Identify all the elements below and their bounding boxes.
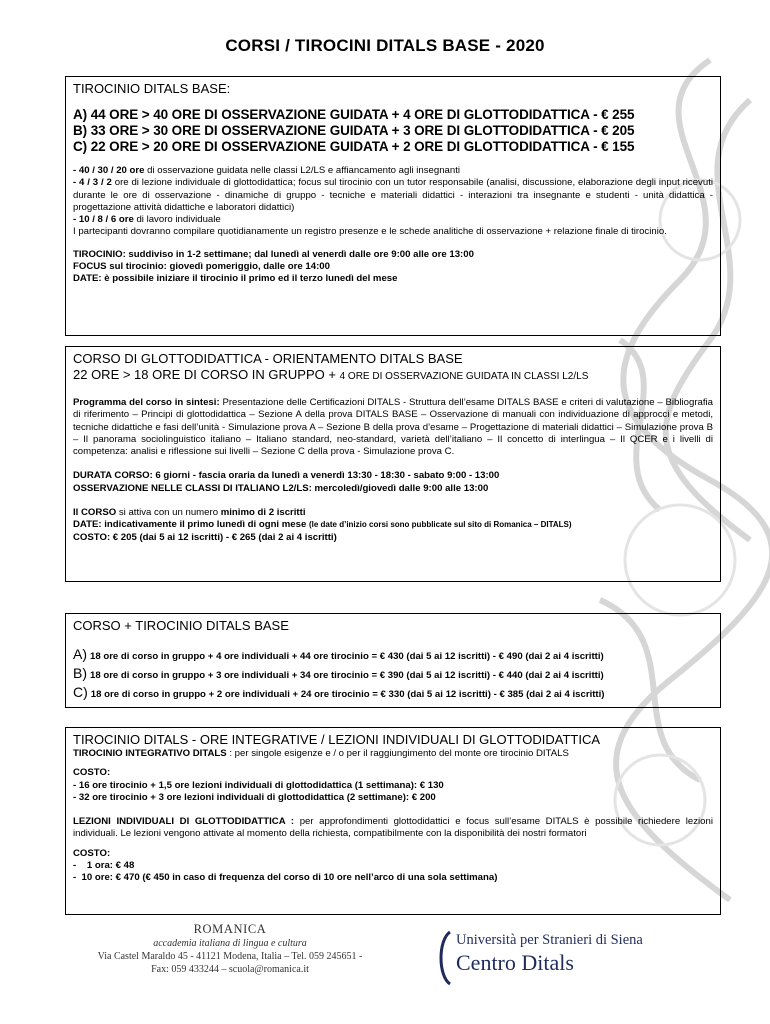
ore-integrative-heading: TIROCINIO DITALS - ORE INTEGRATIVE / LEZIONI INDIVIDUALI DI GLOTTODIDATTICA [73,732,601,747]
minimum-enrollment: Il CORSO si attiva con un numero minimo di 2 iscritti [73,507,306,519]
program-summary: Programma del corso in sintesi: Presentazione delle Certificazioni DITALS - Struttura dell’esame DITALS BASE e criteri di valutazione – Bibliografia di riferimento – Principi di glottodidattica – Sezione A della prova DITALS BASE – Osservazione di manuali con individuazione di approcci e metodi, tecniche didattiche e fasi dell’unità - Simulazione prova A – Sezione B della prova d’esame – Progettazione di materiali didattici – Simulazione prova B – Il panorama sociolinguistico italiano – Italiano standard, neo-standard, varietà dell’italiano – Il concetto di interlingua – Il QCER e i livelli di competenza: analisi e riflessione sui livelli – Sezione C della prova - Simulazione prova C. [73,397,713,458]
romanica-tagline: accademia italiana di lingua e cultura [153,938,307,949]
glottodidattica-heading: CORSO DI GLOTTODIDATTICA - ORIENTAMENTO DITALS BASE [73,351,463,366]
tirocinio-observation-text: - 40 / 30 / 20 ore di osservazione guidata nelle classi L2/LS e affiancamento agli insegnanti [73,165,461,176]
tirocinio-option-c: C) 22 ORE > 20 ORE DI OSSERVAZIONE GUIDATA + 2 ORE DI GLOTTODIDATTICA - € 155 [73,139,635,154]
tirocinio-integrativo-text: TIROCINIO INTEGRATIVO DITALS : per singole esigenze e / o per il raggiungimento del monte ore tirocinio DITALS [73,748,569,759]
tirocinio-option-b: B) 33 ORE > 30 ORE DI OSSERVAZIONE GUIDATA + 3 ORE DI GLOTTODIDATTICA - € 205 [73,123,635,138]
integrativo-cost-label: COSTO: [73,767,111,779]
tirocinio-heading: TIROCINIO DITALS BASE: [73,81,231,96]
page-title: CORSI / TIROCINI DITALS BASE - 2020 [225,36,545,55]
package-option-c: C) 18 ore di corso in gruppo + 2 ore individuali + 24 ore tirocinio = € 330 (dai 5 ai 12 iscritti) - € 385 (dai 2 ai 4 iscritti) [73,684,605,700]
lezioni-cost-2: - 10 ore: € 470 (€ 450 in caso di frequenza del corso di 10 ore nell’arco di una sola settimana) [73,872,498,884]
package-option-a: A) 18 ore di corso in gruppo + 4 ore individuali + 44 ore tirocinio = € 430 (dai 5 ai 12 iscritti) - € 490 (dai 2 ai 4 iscritti) [73,646,604,662]
integrativo-cost-1: - 16 ore tirocinio + 1,5 ore lezioni individuali di glottodidattica (1 settimana): € 130 [73,779,444,791]
lezioni-cost-label: COSTO: [73,847,111,859]
lezioni-individuali-text: LEZIONI INDIVIDUALI DI GLOTTODIDATTICA : per approfondimenti glottodidattici e focus sull’esame DITALS è possibile richiedere lezioni individuali. Le lezioni vengono attivate al momento della richiesta, compatibilmente con la disponibilità dei nostri formatori [73,816,713,840]
tirocinio-option-a: A) 44 ORE > 40 ORE DI OSSERVAZIONE GUIDATA + 4 ORE DI GLOTTODIDATTICA - € 255 [73,107,635,122]
romanica-footer [70,922,390,976]
integrativo-cost-2: - 32 ore tirocinio + 3 ore lezioni individuali di glottodidattica (2 settimane): € 200 [73,791,436,803]
logo-bracket-icon [436,930,454,986]
tirocinio-dates: DATE: è possibile iniziare il tirocinio il primo ed il terzo lunedì del mese [73,273,398,285]
course-cost: COSTO: € 205 (dai 5 ai 12 iscritti) - € 265 (dai 2 ai 4 iscritti) [73,531,337,543]
tirocinio-schedule: TIROCINIO: suddiviso in 1-2 settimane; dal lunedì al venerdì dalle ore 9:00 alle ore 13:00 [73,248,474,260]
ore-integrative-box [65,727,721,915]
tirocinio-requirements-text: I partecipanti dovranno compilare quotidianamente un registro presenze e le schede analitiche di osservazione + relazione finale di tirocinio. [73,226,667,238]
corso-tirocinio-heading: CORSO + TIROCINIO DITALS BASE [73,618,289,633]
lezioni-cost-1: - 1 ora: € 48 [73,860,135,872]
logo-centro: Centro Ditals [456,950,574,975]
course-dates: DATE: indicativamente il primo lunedì di ogni mese (le date d’inizio corsi sono pubblicate sul sito di Romanica – DITALS) [73,519,572,531]
class-observation: OSSERVAZIONE NELLE CLASSI DI ITALIANO L2/LS: mercoledì/giovedì dalle 9:00 alle 13:00 [73,482,489,494]
tirocinio-individual-text: - 10 / 8 / 6 ore di lavoro individuale [73,214,221,226]
romanica-address: Via Castel Maraldo 45 - 41121 Modena, Italia – Tel. 059 245651 - [97,951,363,962]
course-duration: DURATA CORSO: 6 giorni - fascia oraria da lunedì a venerdì 13:30 - 18:30 - sabato 9:00 - 13:00 [73,470,500,482]
centro-ditals-logo [436,930,696,986]
romanica-name: ROMANICA [193,922,267,936]
package-option-b: B) 18 ore di corso in gruppo + 3 ore individuali + 34 ore tirocinio = € 390 (dai 5 ai 12 iscritti) - € 440 (dai 2 ai 4 iscritti) [73,665,604,681]
tirocinio-box [65,76,721,336]
corso-tirocinio-box [65,613,721,708]
glottodidattica-subheading: 22 ORE > 18 ORE DI CORSO IN GRUPPO + 4 ORE DI OSSERVAZIONE GUIDATA IN CLASSI L2/LS [73,367,589,382]
romanica-contacts: Fax: 059 433244 – scuola@romanica.it [151,964,309,975]
glottodidattica-box [65,346,721,582]
tirocinio-focus: FOCUS sul tirocinio: giovedì pomeriggio, dalle ore 14:00 [73,261,330,273]
tirocinio-lessons-text: - 4 / 3 / 2 ore di lezione individuale di glottodidattica; focus sul tirocinio con un tutor responsabile (analisi, discussione, elaborazione degli input ricevuti durante le ore di osservazione - dinamiche di gruppo - tecniche e materiali didattici - interazioni tra insegnante e studenti - unità didattica - progettazione attività didattiche e laboratori didattici) [73,177,713,213]
logo-university: Università per Stranieri di Siena [456,932,643,948]
